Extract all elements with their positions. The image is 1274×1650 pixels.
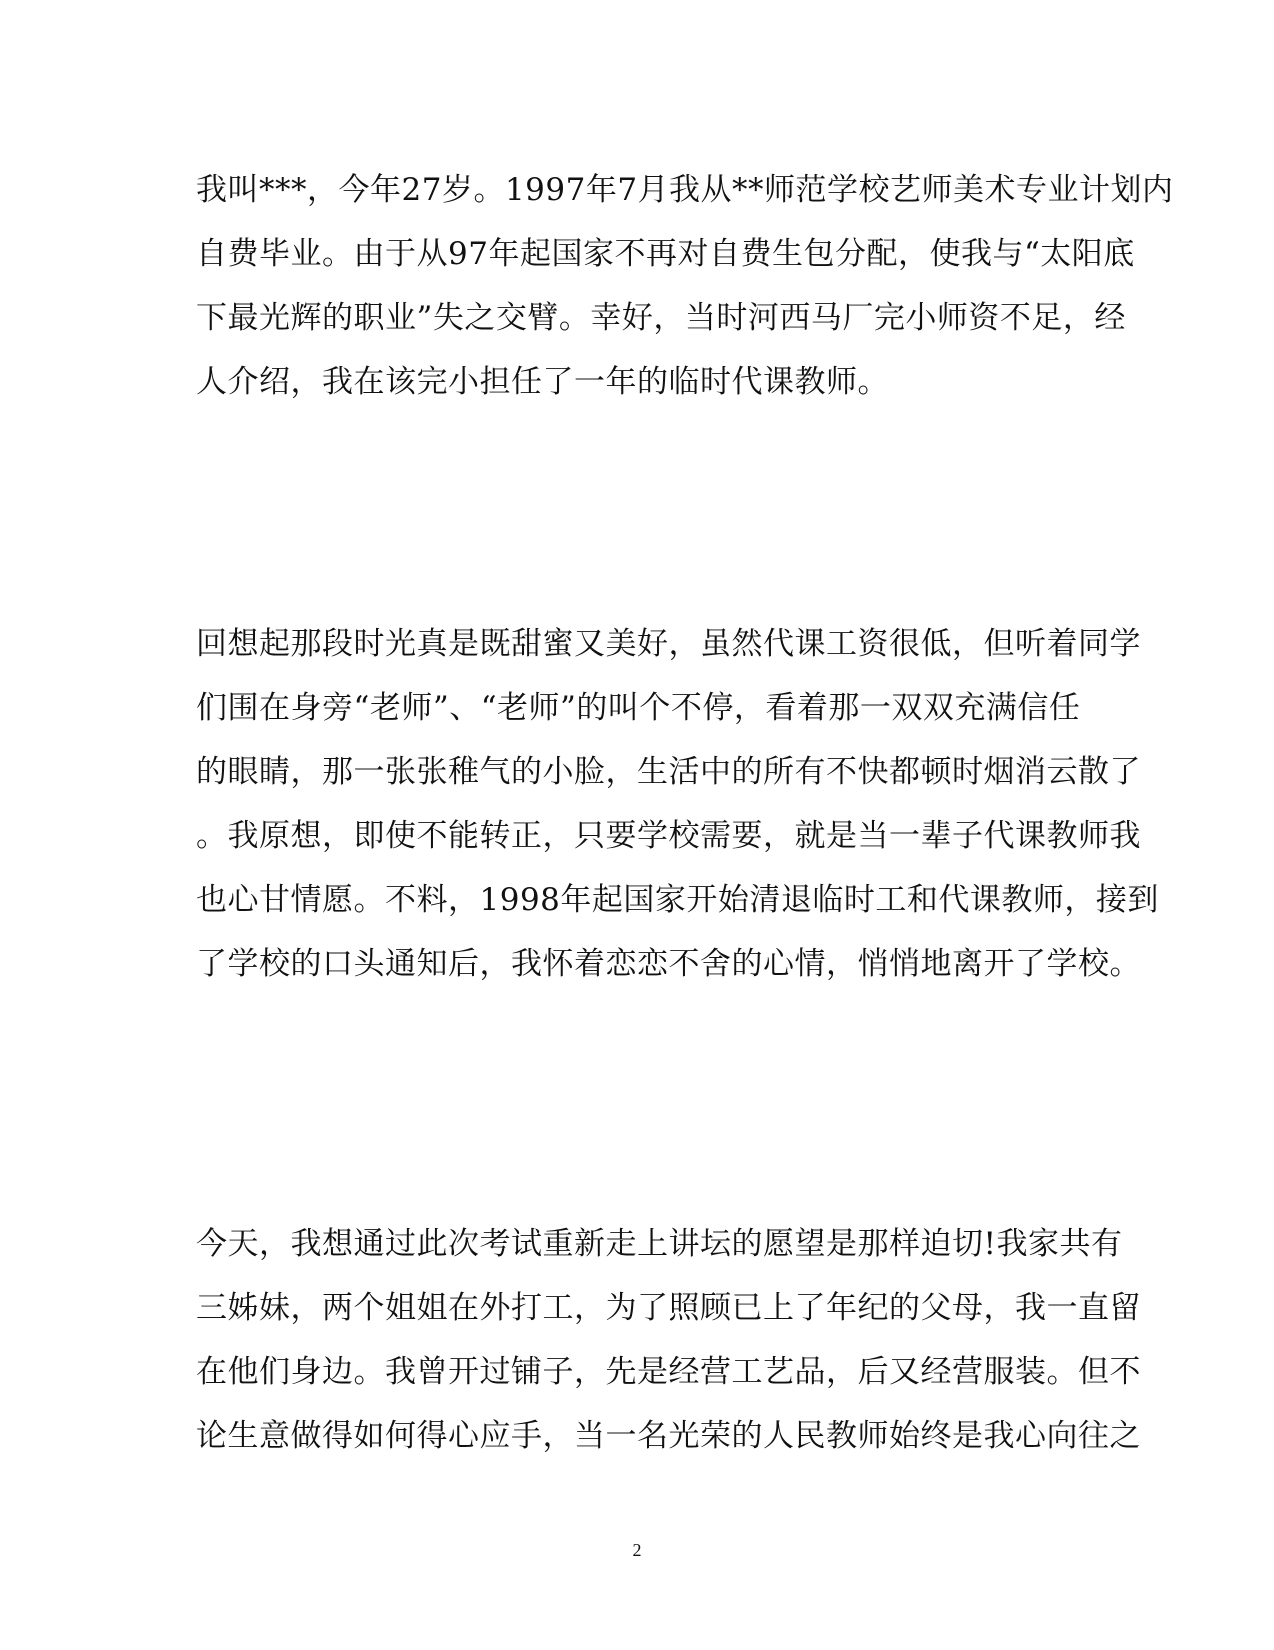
text-line: 论生意做得如何得心应手，当一名光荣的人民教师始终是我心向往之 xyxy=(196,1418,1141,1454)
paragraph-3 xyxy=(196,1212,1141,1468)
paragraph-1 xyxy=(196,158,1174,414)
text-line: 们围在身旁“老师”、“老师”的叫个不停，看着那一双双充满信任 xyxy=(196,690,1081,726)
paragraph-2 xyxy=(196,612,1159,996)
text-line: 了学校的口头通知后，我怀着恋恋不舍的心情，悄悄地离开了学校。 xyxy=(196,946,1141,982)
text-line: 三姊妹，两个姐姐在外打工，为了照顾已上了年纪的父母，我一直留 xyxy=(196,1290,1141,1326)
text-line: 人介绍，我在该完小担任了一年的临时代课教师。 xyxy=(196,364,889,400)
text-line: 在他们身边。我曾开过铺子，先是经营工艺品，后又经营服装。但不 xyxy=(196,1354,1141,1390)
text-line: 自费毕业。由于从97年起国家不再对自费生包分配，使我与“太阳底 xyxy=(196,236,1135,272)
page-number: 2 xyxy=(632,1540,642,1560)
text-line: 的眼睛，那一张张稚气的小脸，生活中的所有不快都顿时烟消云散了 xyxy=(196,754,1141,790)
text-line: 下最光辉的职业”失之交臂。幸好，当时河西马厂完小师资不足，经 xyxy=(196,300,1126,336)
text-line: 也心甘情愿。不料，1998年起国家开始清退临时工和代课教师，接到 xyxy=(196,882,1159,918)
text-line: 今天，我想通过此次考试重新走上讲坛的愿望是那样迫切!我家共有 xyxy=(196,1226,1123,1262)
text-line: 。我原想，即使不能转正，只要学校需要，就是当一辈子代课教师我 xyxy=(196,818,1141,854)
text-line: 回想起那段时光真是既甜蜜又美好，虽然代课工资很低，但听着同学 xyxy=(196,626,1141,662)
text-line: 我叫***，今年27岁。1997年7月我从**师范学校艺师美术专业计划内 xyxy=(196,172,1174,208)
